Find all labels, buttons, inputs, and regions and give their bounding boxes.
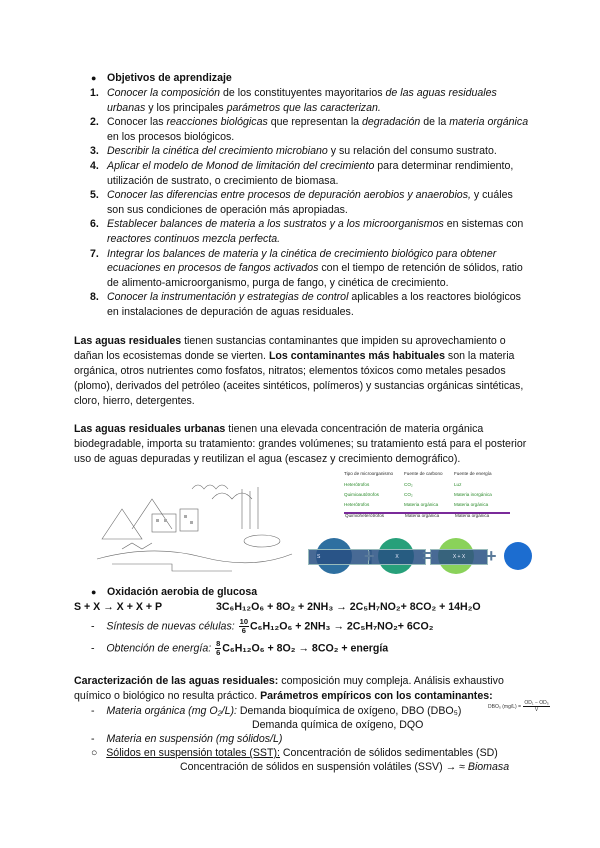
equals-icon: = xyxy=(422,546,433,566)
global-reaction-equation: 3C₆H₁₂O₆ + 8O₂ + 2NH₃ → 2C₅H₇NO₂+ 8CO₂ + 14H₂O xyxy=(216,601,481,613)
reaction-diagram xyxy=(306,533,532,579)
objective-item: 7. Integrar los balances de materia y la cinética de crecimiento biológico para obtener ecuaciones en procesos de fangos activados con el tiempo de retención de sólidos, ratio de alimento-amicroorganismo, purga de fango, y cinética de crecimiento. xyxy=(90,247,523,289)
objective-item: 1. Conocer la composición de los constituyentes mayoritarios de las aguas residuales urbanas y los principales parámetros que las caracterizan. xyxy=(90,87,497,114)
objectives-heading: Objetivos de aprendizaje xyxy=(107,72,232,84)
bullet-icon: ● xyxy=(91,587,97,597)
biomass-pair-pill: X + X xyxy=(430,549,488,565)
table-row-highlighted: Quimioheterótrofos Materia orgánica Materia orgánica xyxy=(344,512,510,514)
objective-item: 3. Describir la cinética del crecimiento microbiano y su relación del consumo sustrato. xyxy=(90,145,497,158)
dbo-formula: DBO₅ (mg/L) = $\frac{\text{OD₁ − OD₅}}{V}$ xyxy=(488,700,549,713)
energy-fraction: $\frac{8}{6}$ xyxy=(216,639,221,657)
objective-item: 6. Establecer balances de materia a los sustratos y a los microorganismos en sistemas con reactores continuos mezcla perfecta. xyxy=(90,218,524,245)
paragraph-characterization: Caracterización de las aguas residuales: composición muy compleja. Análisis exhaustivo químico o biológico no resulta práctico. Parámetros empíricos con los contaminantes: xyxy=(74,675,504,702)
paragraph-contaminants: Las aguas residuales tienen sustancias contaminantes que impiden su aprovechamiento o dañan los ecosistemas donde se vierten. Los contaminantes más habituales son la materia orgánica, otros nutrientes como fosfatos, nitratos; elementos tóxicos como metales pesados (plomo), derivados del petróleo (aceites sintéticos, polímeros) y sustancias orgánicas sintéticas, cloro, hierro, detergentes. xyxy=(74,335,524,407)
suspended-matter-row: - Materia en suspensión (mg sólidos/L) xyxy=(91,733,283,745)
objective-item: 4. Aplicar el modelo de Monod de limitación del crecimiento para determinar rendimiento, utilización de sustrato, o crecimiento de biomasa. xyxy=(90,159,514,187)
dqo-row: Demanda química de oxígeno, DQO xyxy=(252,719,424,731)
sst-row: ○ Sólidos en suspensión totales (SST): Concentración de sólidos sedimentables (SD) xyxy=(91,747,498,759)
objectives-list xyxy=(74,86,530,320)
wastewater-cycle-sketch xyxy=(92,469,294,577)
organic-matter-row: - Materia orgánica (mg O₂/L): Demanda bioquímica de oxígeno, DBO (DBO₅) xyxy=(91,705,462,717)
substrate-pill: S xyxy=(308,549,372,565)
plus-icon: + xyxy=(364,546,375,566)
objective-item: 8. Conocer la instrumentación y estrategias de control aplicables a los reactores biológicos en instalaciones de depuración de aguas residuales. xyxy=(90,291,521,318)
microorganism-table: Tipo de microorganismo Fuente de carbono Fuente de energía Heterótrofos CO₂ Luz Quimioautótrofos CO₂ Materia inorgánica Heterótrofos Materia orgánica Materia orgánica Quimioheterótrofos Materia orgánica Materia orgánica xyxy=(340,469,508,525)
synthesis-fraction: $\frac{10}{6}$ xyxy=(239,617,248,635)
ssv-row: Concentración de sólidos en suspensión volátiles (SSV) → ≈ Biomasa xyxy=(180,761,510,773)
oxidation-heading: Oxidación aerobia de glucosa xyxy=(107,586,258,598)
energy-row: - Obtención de energía: $\frac{8}{6}$ C₆H₁₂O₆ + 8O₂ → 8CO₂ + energía xyxy=(91,639,389,657)
bullet-icon: ● xyxy=(91,73,97,83)
synthesis-row: - Síntesis de nuevas células: $\frac{10}{6}$ C₆H₁₂O₆ + 2NH₃ → 2C₅H₇NO₂+ 6CO₂ xyxy=(91,617,434,635)
objective-item: 2. Conocer las reacciones biológicas que representan la degradación de la materia orgánica en los procesos biológicos. xyxy=(90,116,529,143)
biomass-pill: X xyxy=(368,549,426,565)
reaction-summary: S + X → X + X + P xyxy=(74,601,163,613)
plus-icon: + xyxy=(486,546,497,566)
product-circle xyxy=(504,542,532,570)
paragraph-urban-water: Las aguas residuales urbanas tienen una elevada concentración de materia orgánica biodegradable, importa su tratamiento: grandes volúmenes; su tratamiento está para el posterior uso de aguas depuradas y reutilizan el agua (escasez y crecimiento demográfico). xyxy=(74,423,527,465)
objective-item: 5. Conocer las diferencias entre procesos de depuración aerobios y anaerobios, y cuáles son sus condiciones de operación más apropiadas. xyxy=(90,189,513,216)
